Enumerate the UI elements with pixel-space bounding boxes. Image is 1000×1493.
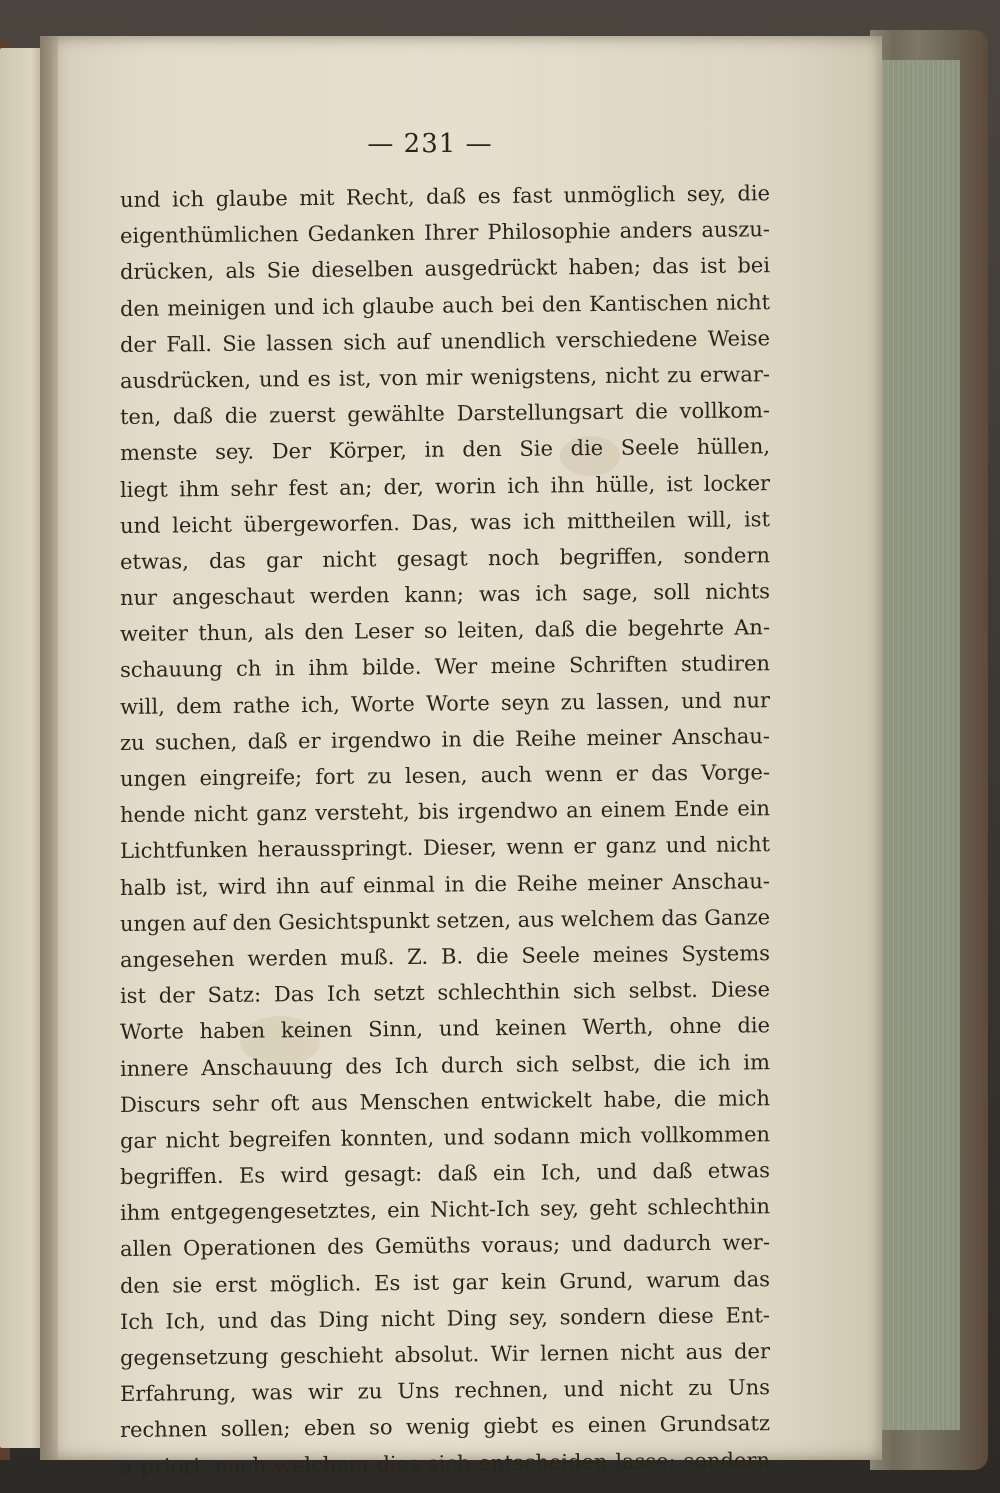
text-line: und ich glaube mit Recht, daß es fast unmöglich sey, die (119, 181, 771, 212)
page-number: — 231 — (367, 129, 493, 159)
text-line: gegensetzung geschieht absolut. Wir lernen nicht aus der (119, 1339, 771, 1370)
text-line: angesehen werden muß. Z. B. die Seele meines Systems (119, 941, 771, 972)
left-page-edge (0, 48, 44, 1448)
text-line: rechnen sollen; eben so wenig giebt es einen Grundsatz (119, 1411, 771, 1443)
text-line: a priori, nach welchem dies sich entscheiden lasse; sondern (119, 1447, 771, 1479)
text-line: allen Operationen des Gemüths voraus; und dadurch wer- (119, 1230, 771, 1262)
text-line: etwas, das gar nicht gesagt noch begriffen, sondern (119, 543, 771, 574)
text-line: innere Anschauung des Ich durch sich selbst, die ich im (119, 1049, 771, 1081)
text-line: menste sey. Der Körper, in den Sie die Seele hüllen, (119, 434, 771, 466)
text-line: Discurs sehr oft aus Menschen entwickelt habe, die mich (119, 1085, 771, 1117)
text-line: weiter thun, als den Leser so leiten, daß die begehrte An- (119, 615, 771, 647)
text-line: schauung ch in ihm bilde. Wer meine Schriften studiren (119, 651, 771, 683)
text-line: zu suchen, daß er irgendwo in die Reihe meiner Anschau- (119, 724, 771, 755)
page-edges (870, 60, 960, 1430)
text-line: und leicht übergeworfen. Das, was ich mittheilen will, ist (119, 506, 771, 538)
text-line: will, dem rathe ich, Worte Worte seyn zu lassen, und nur (119, 687, 771, 719)
text-line: ihm entgegengesetztes, ein Nicht-Ich sey, geht schlechthin (119, 1194, 771, 1226)
text-line: liegt ihm sehr fest an; der, worin ich ihn hülle, ist locker (119, 470, 771, 502)
text-line: gar nicht begreifen konnten, und sodann mich vollkommen (119, 1122, 771, 1153)
body-text (120, 182, 770, 1485)
text-line: ist der Satz: Das Ich setzt schlechthin sich selbst. Diese (119, 977, 771, 1009)
text-line: halb ist, wird ihn auf einmal in die Reihe meiner Anschau- (119, 868, 771, 900)
text-line: ten, daß die zuerst gewählte Darstellungsart die vollkom- (119, 398, 771, 430)
text-line: ungen eingreife; fort zu lesen, auch wenn er das Vorge- (119, 760, 771, 791)
text-line: ungen auf den Gesichtspunkt setzen, aus welchem das Ganze (119, 904, 771, 936)
text-line: der Fall. Sie lassen sich auf unendlich verschiedene Weise (119, 325, 771, 357)
text-line: Worte haben keinen Sinn, und keinen Werth, ohne die (119, 1013, 771, 1045)
text-line: den sie erst möglich. Es ist gar kein Grund, warum das (119, 1266, 771, 1298)
text-line: begriffen. Es wird gesagt: daß ein Ich, und daß etwas (119, 1158, 771, 1190)
text-line: nur angeschaut werden kann; was ich sage, soll nichts (119, 579, 771, 611)
text-line: Ich Ich, und das Ding nicht Ding sey, sondern diese Ent- (119, 1303, 771, 1334)
text-line: den meinigen und ich glaube auch bei den Kantischen nicht (119, 289, 771, 321)
text-line: ausdrücken, und es ist, von mir wenigstens, nicht zu erwar- (119, 362, 771, 393)
text-line: eigenthümlichen Gedanken Ihrer Philosophie anders auszu- (119, 217, 771, 249)
text-line: Erfahrung, was wir zu Uns rechnen, und nicht zu Uns (119, 1375, 771, 1407)
text-line: drücken, als Sie dieselben ausgedrückt haben; das ist bei (119, 253, 771, 285)
text-line: hende nicht ganz versteht, bis irgendwo an einem Ende ein (119, 796, 771, 828)
page-gutter (40, 36, 58, 1460)
text-line: Lichtfunken herausspringt. Dieser, wenn er ganz und nicht (119, 832, 771, 864)
